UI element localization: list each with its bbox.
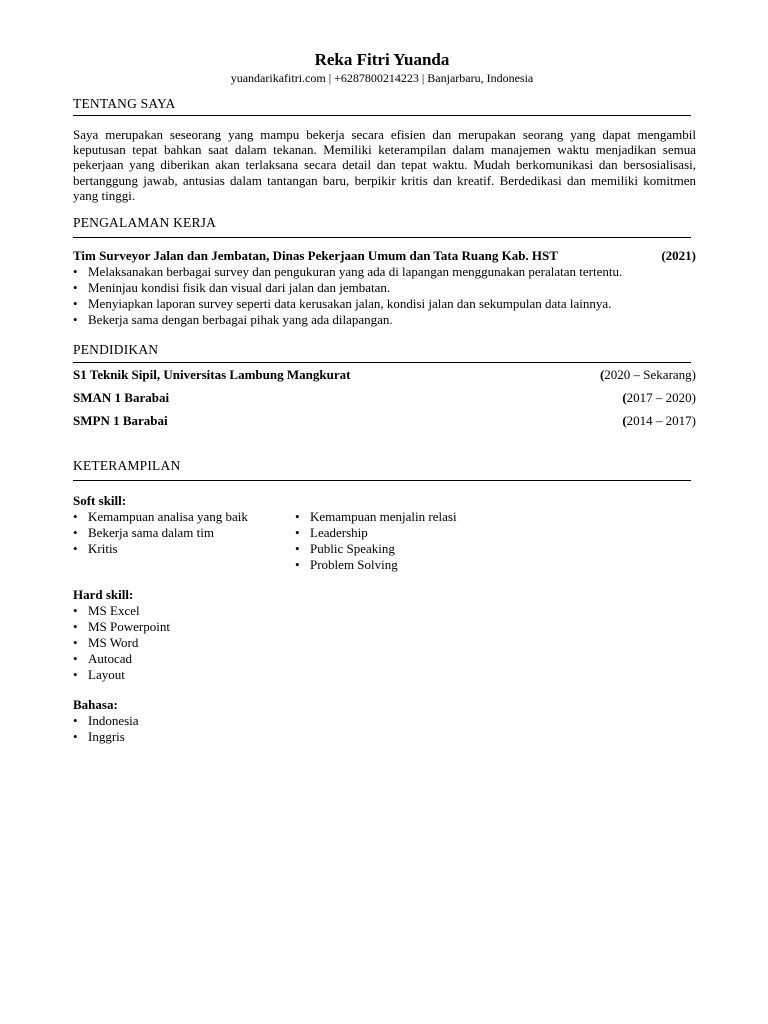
list-item: • Kritis — [73, 541, 295, 557]
list-item: • MS Word — [73, 635, 691, 651]
list-item: • Problem Solving — [295, 557, 595, 573]
phone-text: +6287800214223 — [334, 71, 419, 85]
education-row — [73, 367, 696, 383]
email-text: yuandarikafitri.com — [230, 71, 326, 85]
section-title-experience: PENGALAMAN KERJA — [73, 215, 217, 231]
list-item: • Bekerja sama dalam tim — [73, 525, 295, 541]
soft-skill-title: Soft skill: — [73, 493, 127, 509]
list-item: • Indonesia — [73, 713, 691, 729]
list-item: • Inggris — [73, 729, 691, 745]
education-row — [73, 413, 696, 429]
job-duties-list — [73, 264, 691, 328]
location-text: Banjarbaru, Indonesia — [427, 71, 534, 85]
school-name: S1 Teknik Sipil, Universitas Lambung Mangkurat — [73, 367, 351, 383]
list-item: • Public Speaking — [295, 541, 595, 557]
job-year: (2021) — [661, 248, 696, 264]
job-header — [73, 248, 696, 264]
language-list — [73, 713, 691, 745]
list-item: • Layout — [73, 667, 691, 683]
list-item: • MS Powerpoint — [73, 619, 691, 635]
section-divider — [73, 480, 691, 481]
list-item: • Bekerja sama dengan berbagai pihak yang ada dilapangan. — [73, 312, 691, 328]
resume-page — [73, 50, 696, 745]
candidate-name: Reka Fitri Yuanda — [314, 50, 450, 69]
hard-skill-title: Hard skill: — [73, 587, 134, 603]
contact-separator: | — [325, 71, 335, 85]
school-name: SMPN 1 Barabai — [73, 413, 168, 429]
section-divider — [73, 362, 691, 363]
list-item: • MS Excel — [73, 603, 691, 619]
section-title-about: TENTANG SAYA — [73, 96, 176, 111]
soft-skill-list-left — [73, 509, 295, 573]
education-period: (2017 – 2020) — [622, 390, 696, 406]
section-title-skills: KETERAMPILAN — [73, 458, 181, 474]
education-period: (2020 – Sekarang) — [599, 367, 696, 383]
section-title-education: PENDIDIKAN — [73, 342, 159, 358]
about-paragraph: Saya merupakan seseorang yang mampu bekerja secara efisien dan merupakan seorang yang dapat mengambil keputusan tepat bahkan saat dalam tekanan. Memiliki keterampilan dalam manajemen waktu menjadikan semua pekerjaan yang diberikan akan terlaksana secara detail dan tepat waktu. Mudah berkomunikasi dan bersosialisasi, bertanggung jawab, antusias dalam tantangan baru, berpikir kritis dan kreatif. Berdedikasi dan memiliki komitmen yang tinggi. — [73, 127, 696, 203]
section-divider — [73, 237, 691, 238]
education-row — [73, 390, 696, 406]
soft-skill-list-right — [295, 509, 595, 573]
job-title: Tim Surveyor Jalan dan Jembatan, Dinas Pekerjaan Umum dan Tata Ruang Kab. HST — [73, 248, 558, 264]
section-divider — [73, 115, 691, 116]
education-period: (2014 – 2017) — [622, 413, 696, 429]
school-name: SMAN 1 Barabai — [73, 390, 170, 406]
list-item: • Menyiapkan laporan survey seperti data kerusakan jalan, kondisi jalan dan sekumpulan data lainnya. — [73, 296, 691, 312]
hard-skill-list — [73, 603, 691, 683]
list-item: • Kemampuan menjalin relasi — [295, 509, 595, 525]
contact-line — [73, 71, 691, 85]
list-item: • Leadership — [295, 525, 595, 541]
contact-separator: | — [418, 71, 428, 85]
language-title: Bahasa: — [73, 697, 118, 713]
list-item: • Melaksanakan berbagai survey dan pengukuran yang ada di lapangan menggunakan peralatan tertentu. — [73, 264, 691, 280]
list-item: • Autocad — [73, 651, 691, 667]
list-item: • Meninjau kondisi fisik dan visual dari jalan dan jembatan. — [73, 280, 691, 296]
list-item: • Kemampuan analisa yang baik — [73, 509, 295, 525]
soft-skill-columns — [73, 509, 691, 573]
